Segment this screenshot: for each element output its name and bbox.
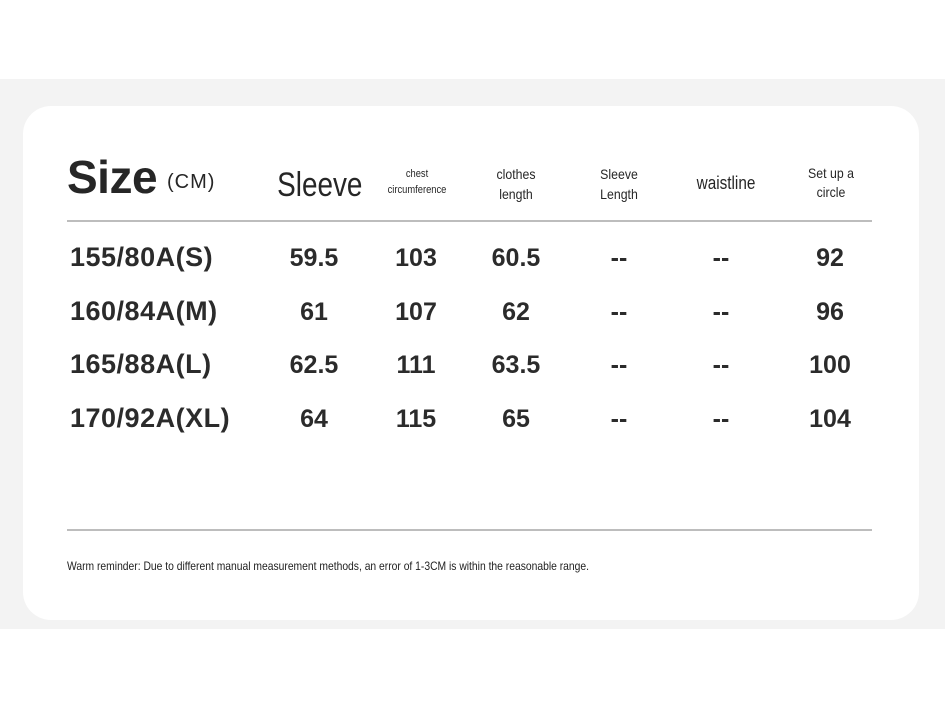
row-size-label: 155/80A(S) [70, 242, 214, 272]
header-divider [67, 220, 872, 222]
cell-chest: 115 [395, 405, 437, 433]
cell-waistline: -- [712, 405, 730, 433]
header-waistline: waistline [696, 173, 756, 193]
header-setup-line1: Set up a [808, 165, 854, 181]
cell-length: 63.5 [491, 351, 541, 379]
row-size-label: 165/88A(L) [70, 349, 212, 379]
row-size-label: 160/84A(M) [70, 296, 218, 326]
header-clothes-length [476, 164, 557, 204]
cell-sleeve-length: -- [610, 244, 628, 272]
header-sleeve-length [579, 164, 660, 204]
size-unit: (CM) [167, 171, 216, 193]
cell-chest: 111 [396, 351, 436, 379]
cell-chest: 103 [395, 244, 437, 272]
cell-sleeve-length: -- [610, 351, 628, 379]
cell-circle: 92 [816, 244, 844, 272]
cell-sleeve: 64 [300, 405, 328, 433]
cell-sleeve-length: -- [610, 298, 628, 326]
footer-divider [67, 529, 872, 531]
cell-circle: 96 [816, 298, 844, 326]
header-sleeve-length-line2: Length [600, 186, 638, 202]
row-size-label: 170/92A(XL) [70, 403, 231, 433]
cell-waistline: -- [712, 298, 730, 326]
cell-waistline: -- [712, 351, 730, 379]
cell-waistline: -- [712, 244, 730, 272]
header-setup-line2: circle [816, 184, 846, 200]
header-set-up-circle [791, 164, 872, 202]
cell-sleeve: 62.5 [289, 351, 339, 379]
cell-circle: 104 [809, 405, 851, 433]
warm-reminder: Warm reminder: Due to different manual measurement methods, an error of 1-3CM is within the reasonable range. [67, 559, 589, 573]
cell-sleeve: 59.5 [289, 244, 339, 272]
header-sleeve-length-line1: Sleeve [600, 166, 638, 182]
cell-circle: 100 [809, 351, 851, 379]
cell-sleeve: 61 [300, 298, 328, 326]
cell-length: 62 [502, 298, 530, 326]
header-sleeve: Sleeve [277, 166, 363, 204]
header-chest-line1: chest [405, 168, 429, 180]
cell-sleeve-length: -- [610, 405, 628, 433]
size-title: Size [67, 151, 158, 203]
header-clothes-line1: clothes [496, 166, 536, 182]
header-clothes-line2: length [499, 186, 533, 202]
cell-length: 65 [502, 405, 530, 433]
cell-chest: 107 [395, 298, 437, 326]
header-chest-circumference [384, 166, 450, 198]
cell-length: 60.5 [491, 244, 541, 272]
header-chest-line2: circumference [387, 184, 447, 196]
